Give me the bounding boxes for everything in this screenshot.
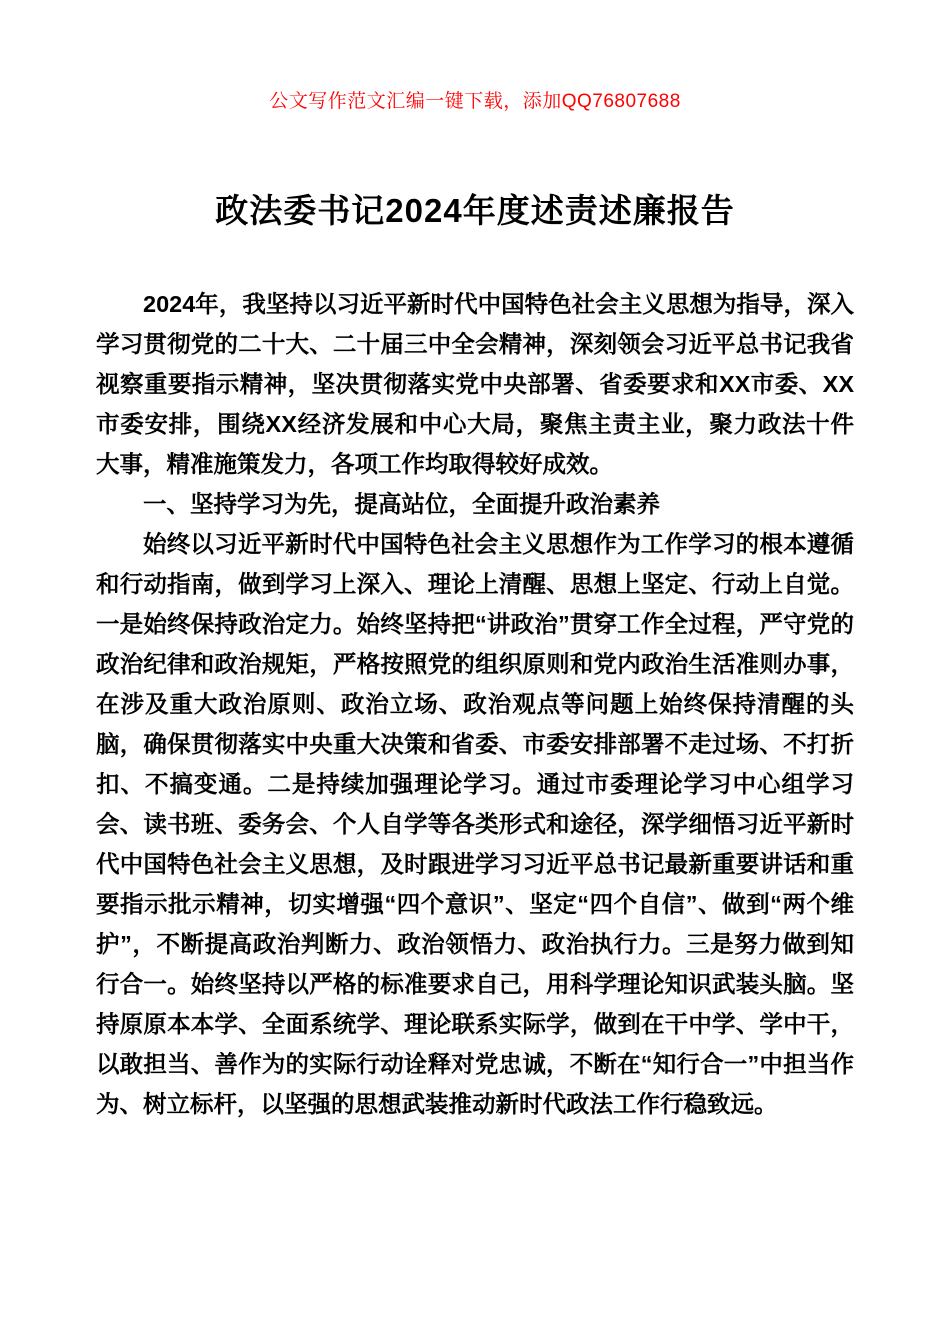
- section-heading-one: 一、坚持学习为先，提高站位，全面提升政治素养: [143, 491, 660, 517]
- document-body: [96, 284, 854, 1124]
- watermark-text: 公文写作范文汇编一键下载，添加QQ76807688: [269, 91, 681, 112]
- paragraph-intro: 2024年，我坚持以习近平新时代中国特色社会主义思想为指导，深入学习贯彻党的二十大、二十届三中全会精神，深刻领会习近平总书记我省视察重要指示精神，坚决贯彻落实党中央部署、省委要求和XX市委、XX市委安排，围绕XX经济发展和中心大局，聚焦主责主业，聚力政法十件大事，精准施策发力，各项工作均取得较好成效。: [96, 291, 854, 477]
- page-title: 政法委书记2024年度述责述廉报告: [215, 192, 735, 229]
- paragraph-section-one-body: 始终以习近平新时代中国特色社会主义思想作为工作学习的根本遵循和行动指南，做到学习上深入、理论上清醒、思想上坚定、行动上自觉。一是始终保持政治定力。始终坚持把“讲政治”贯穿工作全过程，严守党的政治纪律和政治规矩，严格按照党的组织原则和党内政治生活准则办事，在涉及重大政治原则、政治立场、政治观点等问题上始终保持清醒的头脑，确保贯彻落实中央重大决策和省委、市委安排部署不走过场、不打折扣、不搞变通。二是持续加强理论学习。通过市委理论学习中心组学习会、读书班、委务会、个人自学等各类形式和途径，深学细悟习近平新时代中国特色社会主义思想，及时跟进学习习近平总书记最新重要讲话和重要指示批示精神，切实增强“四个意识”、坚定“四个自信”、做到“两个维护”，不断提高政治判断力、政治领悟力、政治执行力。三是努力做到知行合一。始终坚持以严格的标准要求自己，用科学理论知识武装头脑。坚持原原本本学、全面系统学、理论联系实际学，做到在干中学、学中干，以敢担当、善作为的实际行动诠释对党忠诚，不断在“知行合一”中担当作为、树立标杆，以坚强的思想武装推动新时代政法工作行稳致远。: [96, 531, 854, 1117]
